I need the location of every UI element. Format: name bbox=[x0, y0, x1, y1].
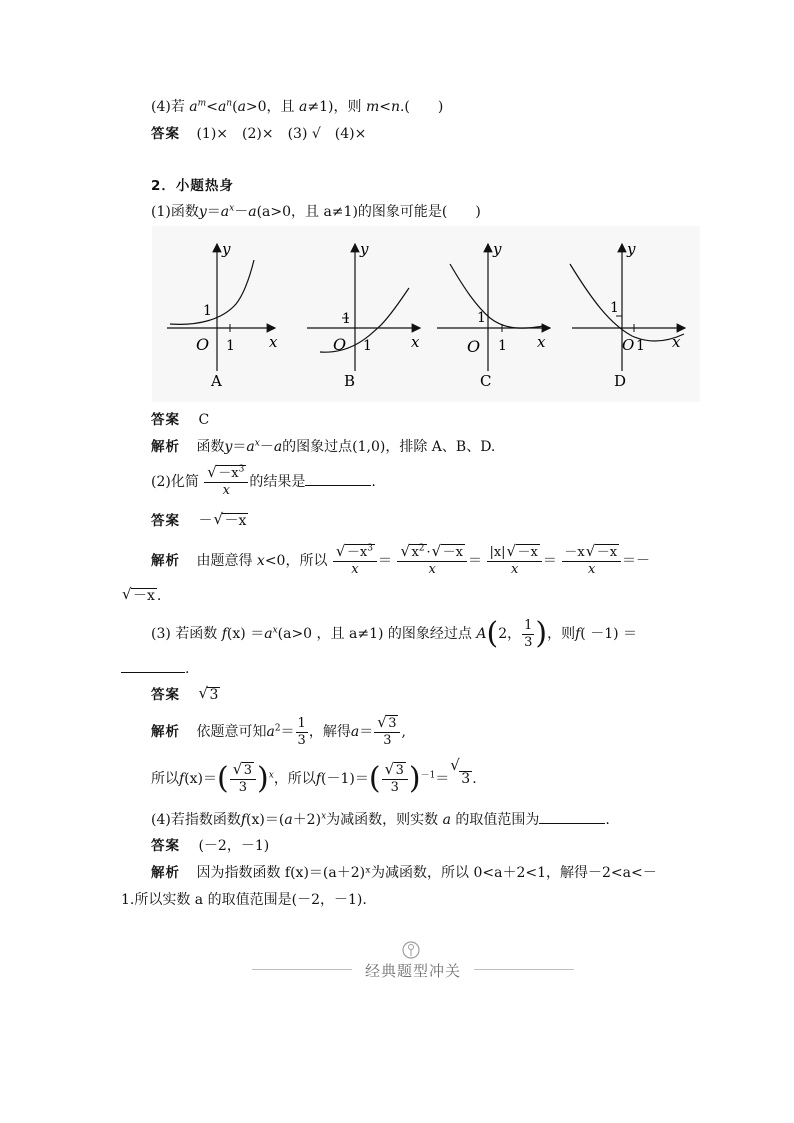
graph-d-one-y: 1 bbox=[610, 300, 619, 316]
answer-text: (1)× (2)× (3) √ (4)× bbox=[196, 126, 367, 142]
q3-blank bbox=[121, 660, 185, 673]
graph-d-y-label: y bbox=[627, 240, 636, 258]
graph-c-one-y: 1 bbox=[477, 310, 486, 326]
solution-q2-cont: √ －x . bbox=[122, 585, 162, 604]
graph-c-label: C bbox=[480, 372, 492, 390]
graph-b-origin: O bbox=[333, 335, 347, 354]
graph-c-y-label: y bbox=[493, 240, 502, 258]
answer-label: 答案 bbox=[151, 126, 180, 142]
question-1: (1)函数$y=a^x-a(a>0$，且 a≠1)的图象可能是( ) bbox=[151, 203, 481, 220]
question-3: (3) 若函数 $f(x) =a^x(a>0$ ，且 a≠1) 的图象经过点 A(2， $\frac{1}{3}$ )，则f( －1) ＝ bbox=[151, 616, 638, 651]
q4-blank bbox=[539, 811, 605, 824]
graph-b-x-label: x bbox=[411, 333, 420, 351]
graph-b-label: B bbox=[344, 372, 356, 390]
graph-c-x-label: x bbox=[537, 333, 546, 351]
answer-q2: 答案 － √ －x bbox=[151, 510, 247, 529]
solution-q3-line2: 所以f(x)＝( √ 3 3 )$^x$，所以f(－1)＝( √ 3 3 )$^{-1}$＝ √ 3 . bbox=[151, 756, 477, 796]
graph-d-label: D bbox=[614, 372, 627, 390]
graph-d-origin: O bbox=[622, 336, 635, 354]
graph-a-one-y: 1 bbox=[203, 303, 212, 319]
graph-a-x-label: x bbox=[269, 333, 278, 351]
answer-q4: 答案 (－2，－1) bbox=[151, 838, 270, 854]
graphs-figure bbox=[152, 226, 700, 402]
graph-a-one-x: 1 bbox=[226, 338, 235, 354]
section-banner bbox=[252, 940, 574, 982]
solution-q4: 解析 因为指数函数 f(x)＝(a＋2)ˣ为减函数，所以 0<a＋2<1，解得－2<a<－ bbox=[151, 865, 657, 881]
graph-d-x-label: x bbox=[672, 333, 681, 351]
question-2: (2)化简 √ $-x^3$ x 的结果是 . bbox=[151, 463, 376, 498]
question-4: (4)若指数函数$f(x)=(a+2)^x$为减函数，则实数 a 的取值范围为 . bbox=[151, 811, 610, 828]
solution-q3: 解析 依题意可知$a^2=$ $\frac{1}{3}$ ，解得a＝ √ 3 3 , bbox=[151, 713, 406, 748]
q4-condition: (4)若 $a^m<a^n(a>0$，且 a≠1)，则 m<n.( ) bbox=[151, 98, 444, 115]
graph-c-origin: O bbox=[467, 337, 481, 356]
graph-a-origin: O bbox=[196, 335, 210, 354]
q2-blank bbox=[305, 473, 371, 486]
graph-b-y-label: y bbox=[360, 240, 369, 258]
graph-a-label: A bbox=[211, 372, 222, 390]
answer-q3: 答案 √ 3 bbox=[151, 684, 219, 703]
solution-q1: 解析 函数$y=a^x-a$的图象过点(1,0)，排除 A、B、D. bbox=[151, 438, 496, 455]
graph-b-one-x: 1 bbox=[363, 338, 372, 354]
answer-row-1 bbox=[151, 125, 366, 143]
graph-a-y-label: y bbox=[222, 240, 231, 258]
graph-d-one-x: 1 bbox=[636, 338, 645, 354]
solution-q4-cont: 1.所以实数 a 的取值范围是(－2，－1). bbox=[121, 892, 367, 908]
answer-q1: 答案 C bbox=[151, 412, 210, 428]
graph-c-one-x: 1 bbox=[498, 338, 507, 354]
q2-fraction: √ $-x^3$ x bbox=[204, 465, 248, 499]
solution-q2: 解析 由题意得 x<0，所以 √ $-x^3$ x ＝ √ $x^2$ · √ －x x ＝ |x| √ －x x ＝ －x √ －x x ＝－ bbox=[151, 542, 651, 577]
section-title: 2．小题热身 bbox=[151, 178, 234, 194]
banner-title: 经典题型冲关 bbox=[352, 962, 474, 980]
graph-b-one-y: 1 bbox=[342, 311, 351, 327]
q3-blank-row: . bbox=[121, 660, 189, 678]
banner-emblem-icon bbox=[400, 940, 422, 962]
